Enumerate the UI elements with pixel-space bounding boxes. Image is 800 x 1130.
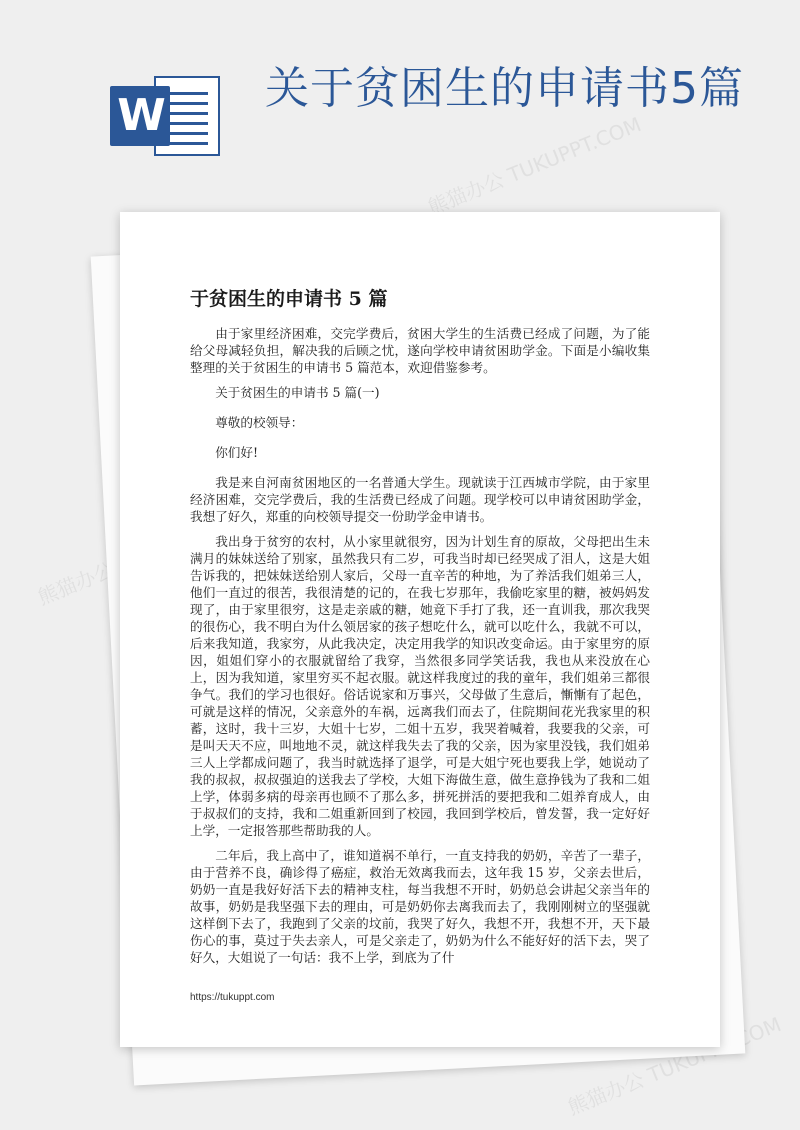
- paragraph-body: 我是来自河南贫困地区的一名普通大学生。现就读于江西城市学院，由于家里经济困难，交完学费后，我的生活费已经成了问题。现学校可以申请贫困助学金，我想了好久，郑重的向校领导提交一份助学金申请书。: [190, 475, 650, 524]
- page-body: [190, 325, 650, 974]
- watermark: 熊猫办公 TUKUPPT.COM: [424, 112, 645, 220]
- word-badge: W: [110, 86, 170, 146]
- document-page: [120, 212, 720, 1047]
- page-heading: 于贫困生的申请书 5 篇: [190, 288, 388, 310]
- paragraph-section-title: 关于贫困生的申请书 5 篇(一): [215, 385, 380, 400]
- paragraph-salutation: 尊敬的校领导：: [215, 415, 304, 430]
- paragraph-body: 二年后，我上高中了，谁知道祸不单行，一直支持我的奶奶，辛苦了一辈子，由于营养不良，确诊得了癌症，救治无效离我而去，这年我 15 岁，父亲去世后，奶奶一直是我好好活下去的精神支柱，每当我想不开时，奶奶总会讲起父亲当年的故事，奶奶是我坚强下去的理由，可是奶奶你去离我而去了，我刚刚树立的坚强就这样倒下去了，我跑到了父亲的坟前，我哭了好久，我想不开，我想不开，天下最伤心的事，莫过于失去亲人，可是父亲走了，奶奶为什么不能好好的活下去，哭了好久，大姐说了一句话：我不上学，到底为了什: [190, 848, 650, 965]
- paragraph-greeting: 你们好!: [215, 445, 259, 460]
- footer-url: https://tukuppt.com: [190, 992, 275, 1003]
- watermark: 熊猫办公: [34, 557, 118, 610]
- paragraph-intro: 由于家里经济困难，交完学费后，贫困大学生的生活费已经成了问题，为了能给父母减轻负担，解决我的后顾之忧，遂向学校申请贫困助学金。下面是小编收集整理的关于贫困生的申请书 5 篇范本，欢迎借鉴参考。: [190, 326, 650, 375]
- paragraph-body: 我出身于贫穷的农村，从小家里就很穷，因为计划生育的原故，父母把出生未满月的妹妹送给了别家，虽然我只有二岁，可我当时却已经哭成了泪人，这是大姐告诉我的，把妹妹送给别人家后，父母一直辛苦的种地，为了养活我们姐弟三人，他们一直过的很苦，我很清楚的记的，在我七岁那年，我偷吃家里的糖，被妈妈发现了，由于家里很穷，这是走亲戚的糖，她竟下手打了我，还一直训我，那次我哭的很伤心，我不明白为什么领居家的孩子想吃什么，就可以吃什么，我就不可以，后来我知道，我家穷，从此我决定，决定用我学的知识改变命运。由于家里穷的原因，姐姐们穿小的衣服就留给了我穿，当然很多同学笑话我，我也从来没放在心上，因为我知道，家里穷买不起衣服。就这样我度过的我的童年，我们姐弟三都很争气。我们的学习也很好。俗话说家和万事兴，父母做了生意后，慚慚有了起色，可就是这样的情况，父亲意外的车祸，远离我们而去了，住院期间花光我家里的积蓄，这时，我十三岁，大姐十七岁，二姐十五岁，我哭着喊着，我要我的父亲，可是叫天天不应，叫地地不灵，就这样我失去了我的父亲，因为家里没钱，我们姐弟三人上学都成问题了，我当时就选择了退学，可是大姐宁死也要我上学，她说动了我的叔叔，叔叔强迫的送我去了学校，大姐下海做生意，做生意挣钱为了我和二姐上学，体弱多病的母亲再也顾不了那么多，拼死拼活的要把我和二姐养育成人，由于叔叔们的支持，我和二姐重新回到了校园，我回到学校后，曾发誓，我一定好好上学，一定报答那些帮助我的人。: [190, 534, 650, 838]
- document-title: 关于贫困生的申请书5篇: [265, 63, 744, 114]
- watermark: 熊猫办公 TUKUPPT.COM: [564, 1012, 785, 1120]
- word-document-icon: [110, 70, 220, 162]
